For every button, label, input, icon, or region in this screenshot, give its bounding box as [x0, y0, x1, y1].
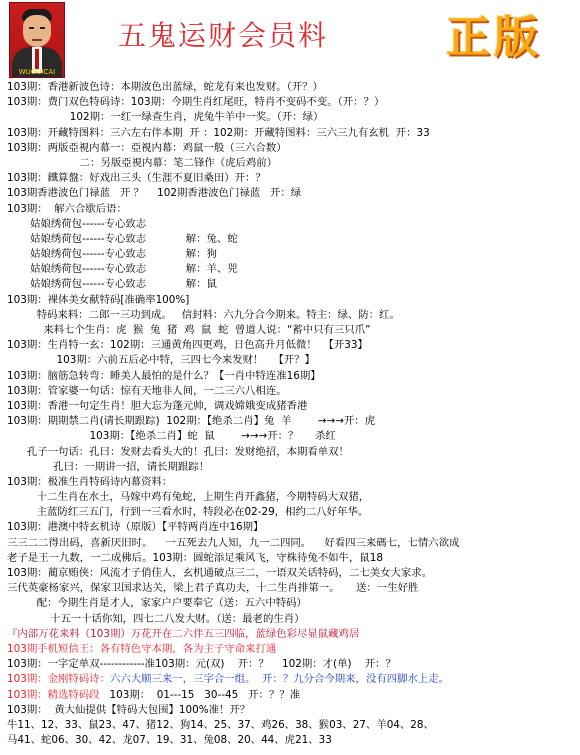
- text-line: 103期：两版亞視内幕一：亞視内幕：鸡鼠一般（三六合数）: [7, 141, 287, 154]
- text-line: 103期：港澳中特玄机诗（原版）【平特两肖连中16期】: [7, 521, 264, 534]
- text-line: 103期：裸体美女献特码[准确率100%]: [7, 293, 190, 306]
- text-line: 二：另版亞視内幕：笔二锋作（虎后鸡前）: [7, 156, 278, 169]
- text-line: 103期： 解六合歇后语：: [7, 202, 127, 215]
- header: [0, 0, 580, 80]
- text-line: 103期：香港新波色诗：本期波色出蓝绿，蛇龙有来也发财。（开？）: [7, 81, 323, 93]
- text-line: 103期：期期禁二肖(请长期跟踪) 102期：【绝杀二肖】兔 羊 →→→开：虎: [7, 415, 376, 428]
- text-line: 103期：金刚特码诗：六六大顺三来一，三字合一组。 开：？九分合今期来，没有四脚水上走。: [7, 673, 450, 686]
- text-line: 103期：脑筋急转弯：睡美人最怕的是什么？【一肖中特连准16期】: [7, 369, 321, 382]
- avatar: [9, 2, 65, 78]
- text-line: 103期：精选特码段 103期： 01---15 30--45 开：？？准: [7, 688, 301, 701]
- text-line: 103期手机短信王：各有特色守本期，各为主子守命来打通: [7, 642, 277, 655]
- text-line: 103期： 黄大仙提供【特码大包围】100%准！开？: [7, 703, 251, 716]
- text-line: 三代英豪杨家兴，保家卫国求达关，梁上君子真功夫，十二生肖排第一。 送：一生好胜: [7, 582, 419, 595]
- text-line: 103期：蔺京贿侠：风流才子俏佳人，玄机通破点三二，一语双关话特码，二七美女大家求。: [7, 567, 433, 579]
- text-line: 103期：极准生肖特码诗内幕资料：: [7, 475, 173, 488]
- text-line: 『内部万花来料（103期）万花开在二六伴五三四临，蓝绿色彩尽显鼠藏鸡居: [7, 627, 360, 640]
- text-line: 牛11、12、33、鼠23、47、猪12、狗14、25、37、鸡26、38、猴03、27、羊04、28、: [7, 718, 434, 731]
- official-badge: 正版: [446, 12, 542, 63]
- text-line: 配：今期生肖是才人，家家户户要奉它（送：五六中特码）: [7, 597, 307, 610]
- text-line: 三三二二得出码，喜新厌旧时。 一五死去九人知，九一二四同。 好看四三来碼七，七情六欲成: [7, 536, 460, 549]
- text-line: 老子是王一九数，一二成佛后。103期：圆蛇添足乘风飞，守株待兔不如牛，鼠18: [7, 551, 383, 564]
- content-lines: [7, 80, 577, 748]
- text-line: 102期：一红一绿查生肖，虎兔牛羊中一奖。（开：绿）: [7, 111, 324, 124]
- text-line: 特码来料：二郎一三功到成。 信封料：六九分合今期来。特主：绿、防：红。: [7, 308, 400, 321]
- text-line: 103期：六前五后必中特，三四七今来发财！ 【开？】: [7, 354, 315, 367]
- text-line: 孔子一句话：孔曰：发财去看头大的！孔曰：发财绝招，本期看单双！: [7, 445, 349, 458]
- text-line: 103期：生肖特一玄：102期：三通黄角四更鸡，日色高升月低微！ 【开33】: [7, 339, 368, 352]
- text-line: 主蓝防红三五门，行到一三看水时，特段必在02-29，相约二八好年华。: [7, 506, 369, 519]
- page-title: 五鬼运财会员料: [118, 19, 329, 52]
- text-line: 十二生肖在水土，马嫁中鸡有兔蛇，上期生肖开鑫猪，今期特码大双猪，: [7, 491, 370, 504]
- text-line: 103期：【绝杀二肖】蛇 鼠 →→→开：？ 杀红: [7, 430, 336, 443]
- text-line: 马41、蛇06、30、42、龙07、19、31、兔08、20、44、虎21、33: [7, 734, 332, 747]
- text-line: 103期：开藏特图料：三六左右伴本期 开 ：102期：开藏特图料：三六三九有玄机 开：33: [7, 126, 430, 139]
- text-line: 姑娘绣荷包------专心致志 解：兔、蛇: [7, 232, 238, 245]
- text-line: 103期香港波色门禄蓝 开 ？ 102期香港波色门禄蓝 开：绿: [7, 187, 302, 200]
- text-line: 103期：管家婆一句话：惊有天地非人间，一二三六八相连。: [7, 384, 287, 397]
- avatar-tag: WUGUICAI: [18, 68, 56, 76]
- text-line: 十五一十话你知，四七二八发大财。（送：最老的生肖）: [7, 612, 305, 625]
- text-line: 103期：鐵算盤：好戏出三头（生涯不夏旧桑田）开：？: [7, 172, 266, 185]
- text-line: 103期：香港一句定生肖！胆大忘为蓬元帅，调戏嫦娥变成猪香港: [7, 399, 308, 412]
- text-line: 103期：一字定单双------------准103期：元(双) 开：？ 102期：才(单) 开：？: [7, 658, 396, 671]
- text-line: 103期：费门双色特码诗：103期：今期生肖红尾旺，特肖不变码不变。（开：？）: [7, 96, 385, 109]
- text-line: 姑娘绣荷包------专心致志: [7, 217, 147, 230]
- text-line: 姑娘绣荷包------专心致志 解：羊、兕: [7, 263, 238, 276]
- text-line: 姑娘绣荷包------专心致志 解：狗: [7, 248, 217, 261]
- text-line: 姑娘绣荷包------专心致志 解：鼠: [7, 278, 217, 291]
- text-line: 来料七个生肖：虎 猴 兔 猪 鸡 鼠 蛇 曾道人说：“蓄中只有三只爪”: [7, 324, 371, 336]
- text-line: 孔曰：一期讲一招，请长期跟踪！: [7, 460, 210, 473]
